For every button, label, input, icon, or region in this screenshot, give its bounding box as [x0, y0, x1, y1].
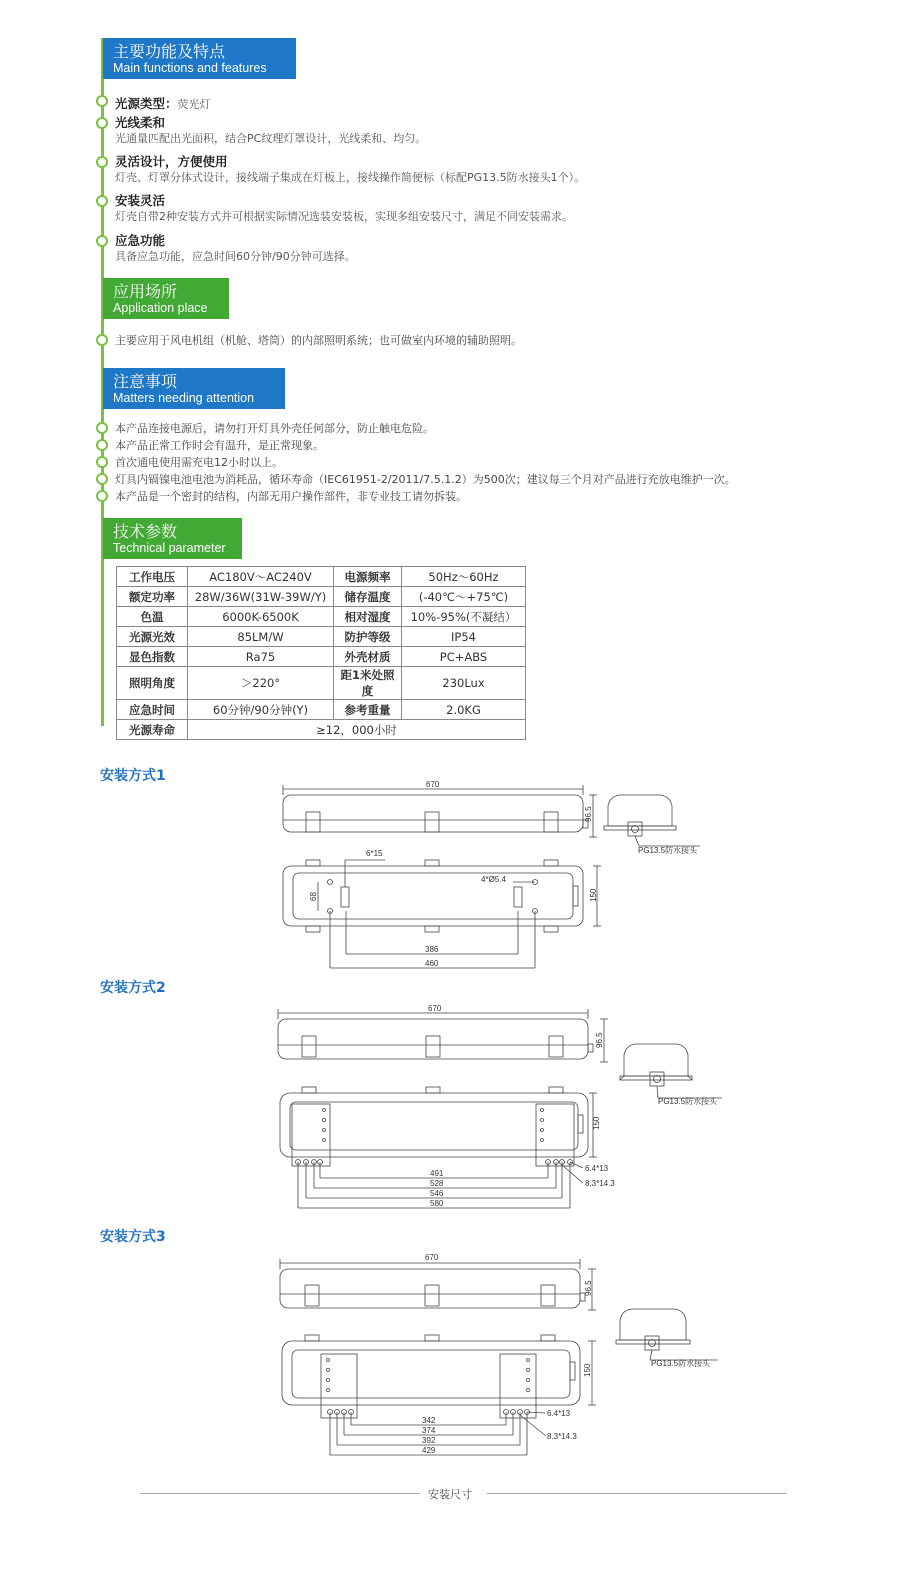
- param-value: 6000K-6500K: [188, 607, 334, 627]
- dim-width: 150: [592, 1116, 601, 1130]
- section-title-en: Application place: [113, 301, 208, 315]
- section-title-en: Main functions and features: [113, 61, 267, 75]
- section-title-cn: 技术参数: [113, 522, 178, 541]
- dim-height: 96.5: [595, 1032, 604, 1048]
- dim-spacing: 68: [309, 892, 318, 901]
- attention-item: 本产品正常工作时会有温升，是正常现象。: [115, 439, 324, 452]
- dim-length: 670: [426, 780, 440, 789]
- feature-desc: 具备应急功能，应急时间60分钟/90分钟可选择。: [115, 250, 356, 263]
- param-key: 防护等级: [334, 627, 402, 647]
- param-value: 50Hz～60Hz: [402, 567, 526, 587]
- install-title-2: 安装方式2: [100, 980, 166, 996]
- connector-label: PG13.5防水接头: [658, 1097, 718, 1106]
- param-key: 参考重量: [334, 700, 402, 720]
- dim-inner: 386: [425, 945, 439, 954]
- param-key: 色温: [117, 607, 188, 627]
- feature-desc: 光通量匹配出光面积，结合PC纹理灯罩设计，光线柔和、均匀。: [115, 132, 427, 145]
- dim-height: 96.5: [584, 806, 593, 822]
- param-key: 显色指数: [117, 647, 188, 667]
- dim-a: 491: [430, 1169, 444, 1178]
- param-value: PC+ABS: [402, 647, 526, 667]
- param-key: 应急时间: [117, 700, 188, 720]
- dim-width: 150: [583, 1363, 592, 1377]
- feature-title: 应急功能: [115, 233, 166, 248]
- install-title-3: 安装方式3: [100, 1229, 166, 1245]
- application-text: 主要应用于风电机组（机舱、塔筒）的内部照明系统；也可做室内环境的辅助照明。: [115, 334, 522, 347]
- param-key: 额定功率: [117, 587, 188, 607]
- param-value: 2.0KG: [402, 700, 526, 720]
- param-value: ＞220°: [188, 667, 334, 700]
- dim-outer: 460: [425, 959, 439, 968]
- drawing-method-3: [280, 1259, 718, 1455]
- section-title-en: Matters needing attention: [113, 391, 255, 405]
- param-value: 85LM/W: [188, 627, 334, 647]
- feature-desc: 灯壳、灯罩分体式设计，接线端子集成在灯板上，接线操作简便标（标配PG13.5防水接头1个）。: [115, 171, 586, 184]
- dim-holes: 4*Ø5.4: [481, 875, 506, 884]
- dim-d: 580: [430, 1199, 444, 1208]
- dim-width: 150: [589, 888, 598, 902]
- param-value: ≥12，000小时: [188, 720, 526, 740]
- feature-title: 光源类型：: [115, 96, 178, 111]
- section-title-en: Technical parameter: [113, 541, 226, 555]
- feature-value: 荧光灯: [177, 98, 211, 111]
- feature-desc: 灯壳自带2种安装方式并可根据实际情况选装安装板，实现多组安装尺寸，满足不同安装需求。: [115, 210, 573, 223]
- feature-title: 光线柔和: [115, 115, 166, 130]
- param-key: 照明角度: [117, 667, 188, 700]
- dim-b: 528: [430, 1179, 444, 1188]
- param-key: 储存温度: [334, 587, 402, 607]
- param-key: 光源寿命: [117, 720, 188, 740]
- dim-c: 392: [422, 1436, 436, 1445]
- param-value: 10%-95%(不凝结）: [402, 607, 526, 627]
- param-key: 相对湿度: [334, 607, 402, 627]
- dim-length: 670: [425, 1253, 439, 1262]
- drawing-method-2: [278, 1009, 722, 1208]
- feature-title: 安装灵活: [115, 193, 166, 208]
- footer-caption: 安装尺寸: [428, 1488, 472, 1501]
- dim-c: 546: [430, 1189, 444, 1198]
- attention-item: 本产品连接电源后，请勿打开灯具外壳任何部分，防止触电危险。: [115, 422, 434, 435]
- footer-divider-right: [487, 1493, 787, 1494]
- attention-item: 灯具内镉镍电池电池为消耗品，循环寿命（IEC61951-2/2011/7.5.1.2）为500次；建议每三个月对产品进行充放电维护一次。: [115, 473, 736, 486]
- feature-title: 灵活设计，方便使用: [115, 154, 228, 169]
- dim-hole-2: 8.3*14.3: [547, 1432, 577, 1441]
- param-value: Ra75: [188, 647, 334, 667]
- install-title-1: 安装方式1: [100, 768, 166, 784]
- param-value: IP54: [402, 627, 526, 647]
- section-title-cn: 注意事项: [113, 372, 178, 391]
- param-key: 距1米处照度: [334, 667, 402, 700]
- param-value: AC180V～AC240V: [188, 567, 334, 587]
- param-value: (-40℃～+75℃): [402, 587, 526, 607]
- connector-label: PG13.5防水接头: [651, 1359, 711, 1368]
- dim-a: 342: [422, 1416, 436, 1425]
- dim-hole-1: 6.4*13: [547, 1409, 571, 1418]
- param-key: 工作电压: [117, 567, 188, 587]
- dim-b: 374: [422, 1426, 436, 1435]
- attention-item: 首次通电使用需充电12小时以上。: [115, 456, 283, 469]
- param-key: 光源光效: [117, 627, 188, 647]
- param-key: 电源频率: [334, 567, 402, 587]
- section-title-cn: 应用场所: [113, 282, 178, 301]
- param-value: 230Lux: [402, 667, 526, 700]
- dim-d: 429: [422, 1446, 436, 1455]
- param-value: 60分钟/90分钟(Y): [188, 700, 334, 720]
- dim-length: 670: [428, 1004, 442, 1013]
- connector-label: PG13.5防水接头: [638, 846, 698, 855]
- attention-item: 本产品是一个密封的结构，内部无用户操作部件，非专业技工请勿拆装。: [115, 490, 467, 503]
- dim-slot: 6*15: [366, 849, 383, 858]
- footer-divider-left: [140, 1493, 420, 1494]
- param-key: 外壳材质: [334, 647, 402, 667]
- dim-hole-2: 8.3*14.3: [585, 1179, 615, 1188]
- dim-height: 96.5: [584, 1280, 593, 1296]
- section-title-cn: 主要功能及特点: [113, 42, 226, 61]
- param-value: 28W/36W(31W-39W/Y): [188, 587, 334, 607]
- dim-hole-1: 6.4*13: [585, 1164, 609, 1173]
